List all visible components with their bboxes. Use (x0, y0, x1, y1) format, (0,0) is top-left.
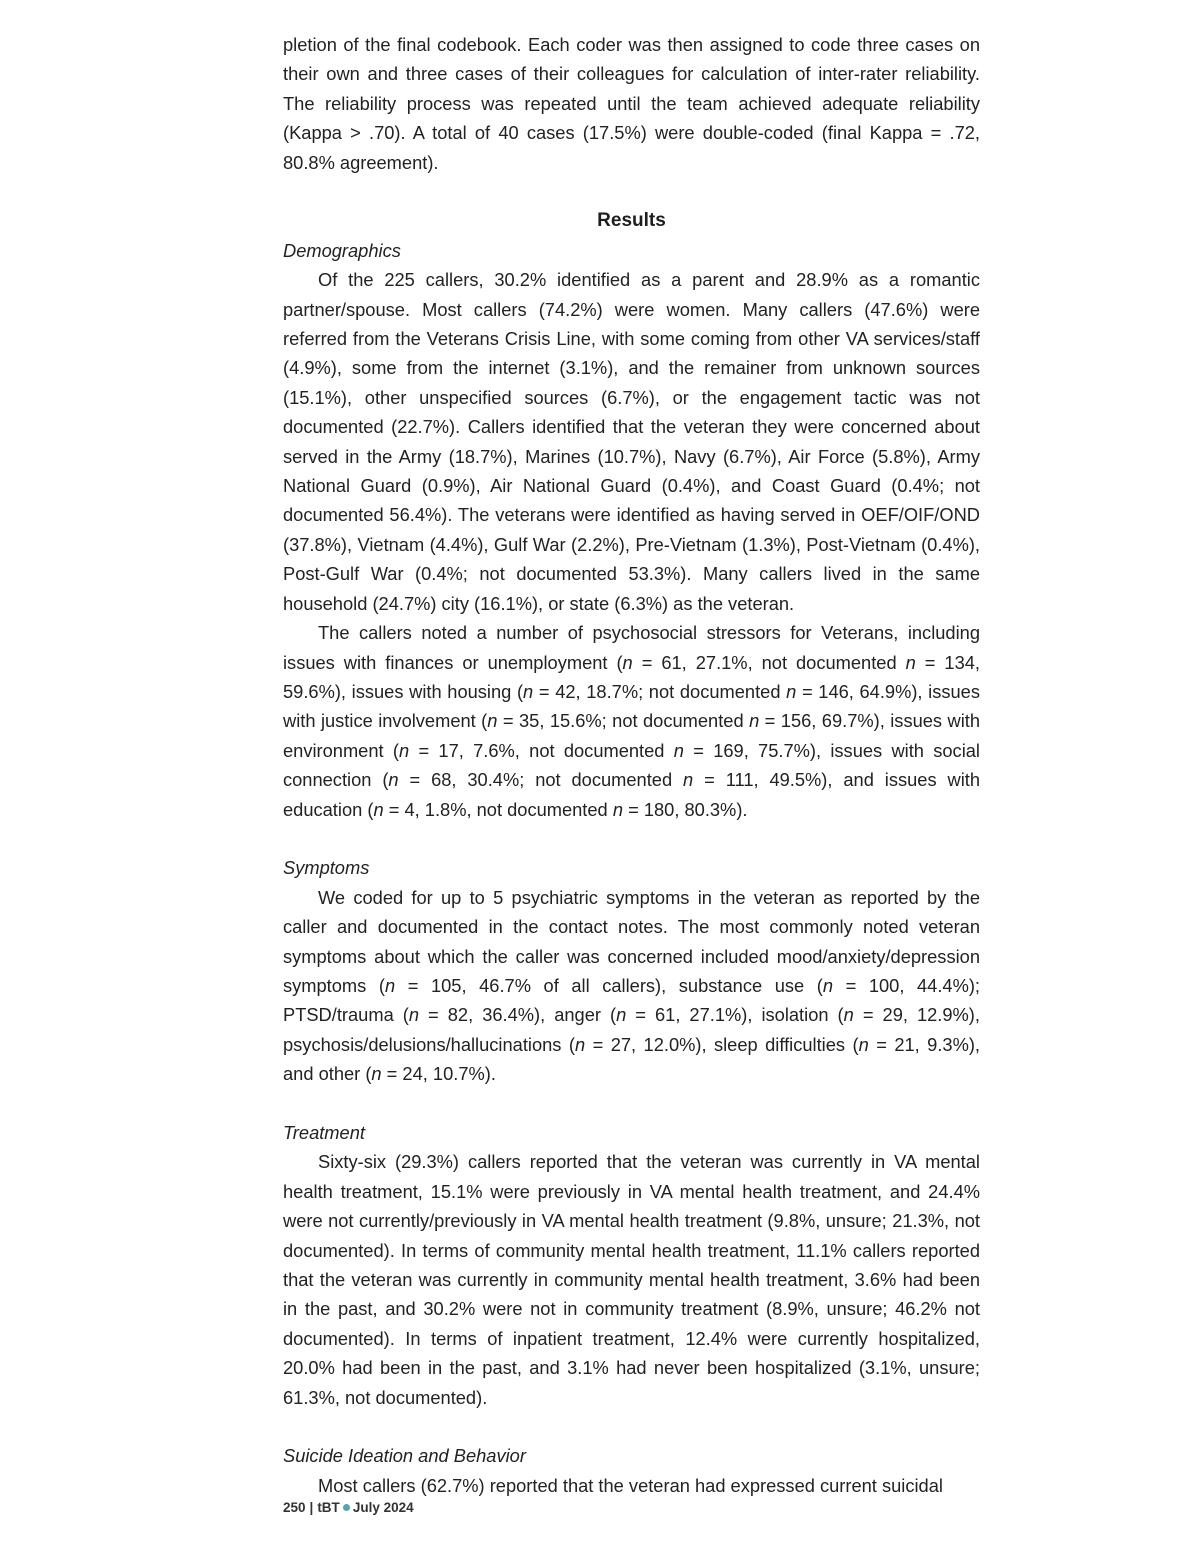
footer-separator: | (309, 1500, 314, 1515)
treatment-paragraph: Sixty-six (29.3%) callers reported that the veteran was currently in VA mental health treatment, 15.1% were previously in VA mental health treatment, and 24.4% were not currently/previously in VA mental health treatment (9.8%, unsure; 21.3%, not documented). In terms of community mental health treatment, 11.1% callers reported that the veteran was currently in community mental health treatment, 3.6% had been in the past, and 30.2% were not in community treatment (8.9%, unsure; 46.2% not documented). In terms of inpatient treatment, 12.4% were currently hospitalized, 20.0% had been in the past, and 3.1% had never been hospitalized (3.1%, unsure; 61.3%, not documented). (283, 1151, 980, 1408)
results-heading: Results (597, 210, 666, 232)
italic-variable: n (574, 1033, 586, 1055)
suicide-paragraph: Most callers (62.7%) reported that the veteran had expressed current suicidal (318, 1474, 943, 1496)
italic-variable: n (749, 710, 760, 732)
italic-variable: n (786, 680, 797, 702)
page-number: 250 (283, 1500, 306, 1515)
italic-variable: n (371, 1063, 382, 1085)
spacer (283, 824, 980, 853)
italic-variable: n (905, 651, 916, 673)
italic-variable: n (843, 1004, 854, 1026)
journal-name: tBT (317, 1500, 340, 1515)
bullet-dot-icon (343, 1504, 350, 1511)
italic-variable: n (822, 974, 834, 996)
italic-variable: n (616, 1004, 627, 1026)
page-footer (283, 1500, 414, 1515)
treatment-heading: Treatment (283, 1121, 365, 1143)
italic-variable: n (487, 710, 498, 732)
italic-variable: n (373, 798, 384, 820)
intro-paragraph: pletion of the final codebook. Each coder was then assigned to code three cases on their own and three cases of their colleagues for calculation of inter-rater reliability. The reliability process was repeated until the team achieved adequate reliability (Kappa > .70). A total of 40 cases (17.5%) were double-coded (final Kappa = .72, 80.8% agreement). (283, 34, 980, 173)
demographics-paragraph-1: Of the 225 callers, 30.2% identified as a parent and 28.9% as a romantic partner/spouse. Most callers (74.2%) were women. Many callers (47.6%) were referred from the Veterans Crisis Line, with some coming from other VA services/staff (4.9%), some from the internet (3.1%), and the remainer from unknown sources (15.1%), other unspecified sources (6.7%), or the engagement tactic was not documented (22.7%). Callers identified that the veteran they were concerned about served in the Army (18.7%), Marines (10.7%), Navy (6.7%), Air Force (5.8%), Army National Guard (0.9%), Air National Guard (0.4%), and Coast Guard (0.4%; not documented 56.4%). The veterans were identified as having served in OEF/OIF/OND (37.8%), Vietnam (4.4%), Gulf War (2.2%), Pre-Vietnam (1.3%), Post-Vietnam (0.4%), Post-Gulf War (0.4%; not documented 53.3%). Many callers lived in the same household (24.7%) city (16.1%), or state (6.3%) as the veteran. (283, 269, 980, 614)
italic-variable: n (858, 1033, 869, 1055)
spacer (283, 177, 980, 206)
spacer (283, 1089, 980, 1118)
article-body (283, 30, 980, 1500)
issue-date: July 2024 (352, 1500, 414, 1515)
italic-variable: n (683, 769, 694, 791)
italic-variable: n (673, 739, 684, 761)
spacer (283, 1412, 980, 1441)
italic-variable: n (612, 798, 623, 820)
suicide-heading: Suicide Ideation and Behavior (283, 1445, 526, 1467)
symptoms-heading: Symptoms (283, 857, 370, 879)
demographics-paragraph-2: The callers noted a number of psychosocial stressors for Veterans, including issues with finances or unemployment (n = 61, 27.1%, not documented n = 134, 59.6%), issues with housing (n = 42, 18.7%; not documented n = 146, 64.9%), issues with justice involvement (n = 35, 15.6%; not documented n = 156, 69.7%), issues with environment (n = 17, 7.6%, not documented n = 169, 75.7%), issues with social connection (n = 68, 30.4%; not documented n = 111, 49.5%), and issues with education (n = 4, 1.8%, not documented n = 180, 80.3%). (283, 622, 981, 820)
italic-variable: n (388, 769, 399, 791)
italic-variable: n (408, 1004, 420, 1026)
italic-variable: n (384, 974, 396, 996)
italic-variable: n (523, 680, 534, 702)
demographics-heading: Demographics (283, 239, 401, 261)
italic-variable: n (398, 739, 410, 761)
italic-variable: n (622, 651, 633, 673)
symptoms-paragraph: We coded for up to 5 psychiatric symptoms in the veteran as reported by the caller and documented in the contact notes. The most commonly noted veteran symptoms about which the caller was concerned included mood/anxiety/depression symptoms (n = 105, 46.7% of all callers), substance use (n = 100, 44.4%); PTSD/trauma (n = 82, 36.4%), anger (n = 61, 27.1%), isolation (n = 29, 12.9%), psychosis/delusions/hallucinations (n = 27, 12.0%), sleep difficulties (n = 21, 9.3%), and other (n = 24, 10.7%). (283, 886, 981, 1085)
